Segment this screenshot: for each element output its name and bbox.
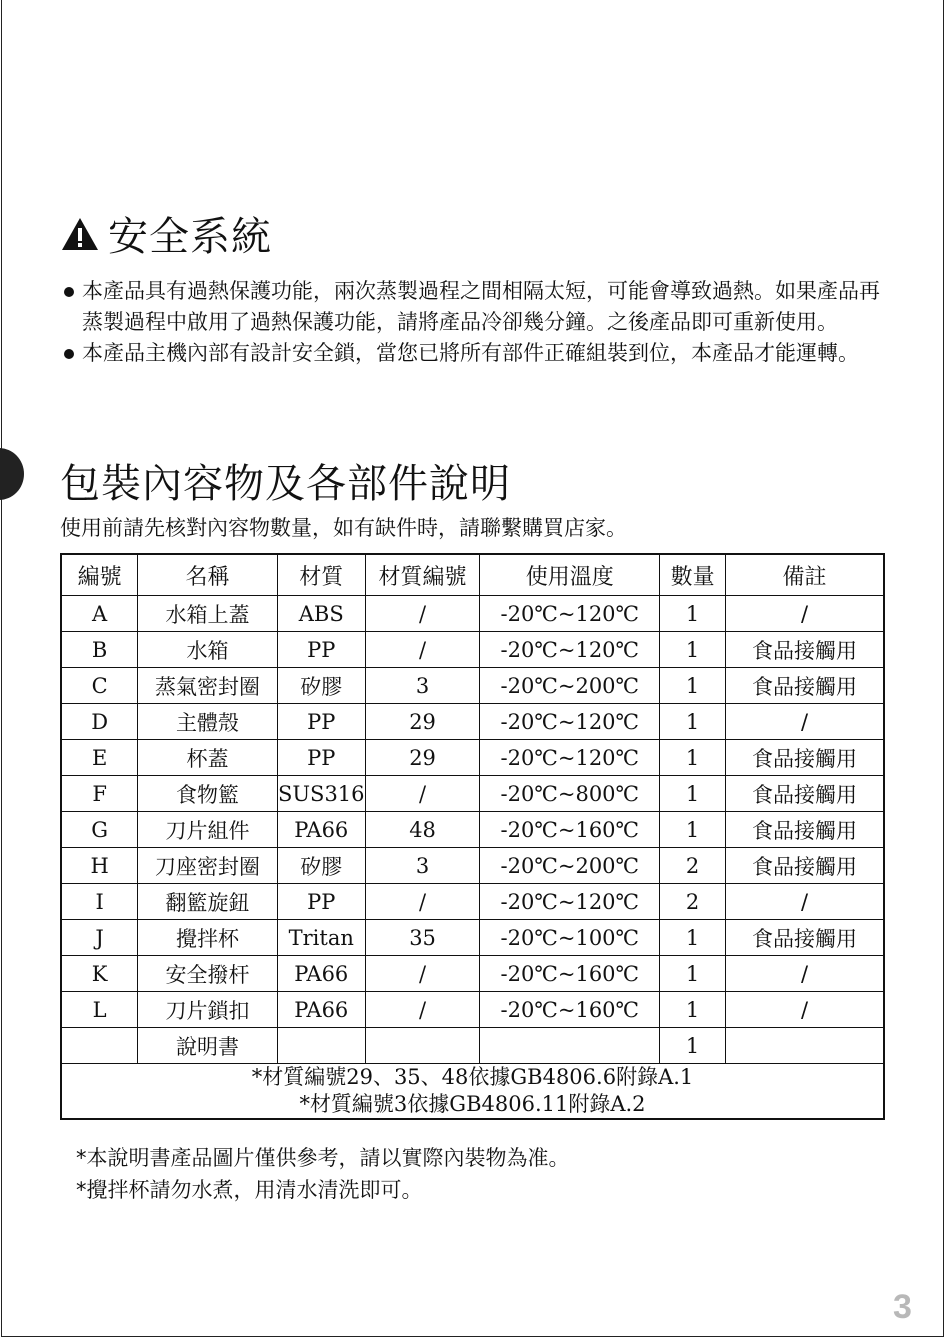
table-cell: -20℃~120℃ bbox=[480, 704, 660, 740]
table-cell: / bbox=[726, 596, 884, 632]
table-cell: SUS316 bbox=[277, 776, 365, 812]
table-cell: D bbox=[61, 704, 138, 740]
safety-bullet-text: 本產品具有過熱保護功能，兩次蒸製過程之間相隔太短，可能會導致過熱。如果產品再蒸製過程中啟用了過熱保護功能，請將產品冷卻幾分鐘。之後產品即可重新使用。 bbox=[82, 279, 880, 334]
table-row bbox=[61, 848, 884, 884]
table-cell: 1 bbox=[660, 740, 726, 776]
table-cell: 食品接觸用 bbox=[726, 848, 884, 884]
table-cell: 1 bbox=[660, 1028, 726, 1064]
table-cell: 2 bbox=[660, 848, 726, 884]
table-row bbox=[61, 920, 884, 956]
table-cell: I bbox=[61, 884, 138, 920]
safety-section-title bbox=[60, 205, 272, 262]
table-cell: K bbox=[61, 956, 138, 992]
table-cell: -20℃~160℃ bbox=[480, 812, 660, 848]
table-row bbox=[61, 812, 884, 848]
table-cell: -20℃~120℃ bbox=[480, 884, 660, 920]
table-cell: 3 bbox=[365, 668, 480, 704]
footnote: *攪拌杯請勿水煮，用清水清洗即可。 bbox=[76, 1178, 423, 1202]
table-cell: / bbox=[365, 596, 480, 632]
table-cell: H bbox=[61, 848, 138, 884]
safety-bullet-item bbox=[62, 276, 892, 338]
table-cell: 矽膠 bbox=[277, 668, 365, 704]
table-cell: / bbox=[365, 776, 480, 812]
table-cell: 1 bbox=[660, 632, 726, 668]
table-cell: / bbox=[365, 956, 480, 992]
table-row bbox=[61, 992, 884, 1028]
table-cell: 刀片鎖扣 bbox=[138, 992, 278, 1028]
footnote: *本說明書產品圖片僅供參考，請以實際內裝物為准。 bbox=[76, 1146, 570, 1170]
table-row bbox=[61, 1028, 884, 1064]
bullet-dot-icon bbox=[64, 287, 74, 297]
table-note: *材質編號3依據GB4806.11附錄A.2 bbox=[299, 1092, 646, 1116]
table-cell: 35 bbox=[365, 920, 480, 956]
table-cell: / bbox=[726, 956, 884, 992]
table-cell: F bbox=[61, 776, 138, 812]
table-cell bbox=[480, 1028, 660, 1064]
table-cell: 攪拌杯 bbox=[138, 920, 278, 956]
header-cell: 編號 bbox=[61, 554, 138, 596]
table-cell: C bbox=[61, 668, 138, 704]
table-cell: 矽膠 bbox=[277, 848, 365, 884]
table-cell: -20℃~160℃ bbox=[480, 992, 660, 1028]
table-cell: -20℃~120℃ bbox=[480, 740, 660, 776]
safety-bullet-list bbox=[62, 276, 892, 369]
table-cell: L bbox=[61, 992, 138, 1028]
table-cell: / bbox=[365, 884, 480, 920]
table-cell: A bbox=[61, 596, 138, 632]
table-cell: 1 bbox=[660, 704, 726, 740]
table-cell: / bbox=[365, 992, 480, 1028]
header-cell: 備註 bbox=[726, 554, 884, 596]
table-cell: 食品接觸用 bbox=[726, 668, 884, 704]
table-cell: 1 bbox=[660, 920, 726, 956]
table-cell: 1 bbox=[660, 992, 726, 1028]
table-notes-cell bbox=[61, 1064, 884, 1120]
parts-table bbox=[60, 553, 885, 1120]
table-cell: -20℃~120℃ bbox=[480, 632, 660, 668]
table-cell: 說明書 bbox=[138, 1028, 278, 1064]
table-cell: / bbox=[365, 632, 480, 668]
table-cell: 29 bbox=[365, 704, 480, 740]
table-row bbox=[61, 776, 884, 812]
table-row bbox=[61, 704, 884, 740]
bullet-dot-icon bbox=[64, 349, 74, 359]
table-cell: 3 bbox=[365, 848, 480, 884]
table-cell: 食品接觸用 bbox=[726, 632, 884, 668]
table-cell: Tritan bbox=[277, 920, 365, 956]
table-cell: 刀片組件 bbox=[138, 812, 278, 848]
table-cell: 29 bbox=[365, 740, 480, 776]
table-cell: 食品接觸用 bbox=[726, 740, 884, 776]
table-cell bbox=[726, 1028, 884, 1064]
table-cell: 水箱上蓋 bbox=[138, 596, 278, 632]
table-cell: 食品接觸用 bbox=[726, 812, 884, 848]
table-cell: / bbox=[726, 884, 884, 920]
contents-section-title: 包裝內容物及各部件說明 bbox=[60, 461, 511, 507]
footnotes bbox=[76, 1142, 570, 1206]
table-cell: 食品接觸用 bbox=[726, 920, 884, 956]
table-cell: -20℃~800℃ bbox=[480, 776, 660, 812]
table-cell: 2 bbox=[660, 884, 726, 920]
safety-bullet-text: 本產品主機內部有設計安全鎖，當您已將所有部件正確組裝到位，本產品才能運轉。 bbox=[82, 341, 859, 365]
table-cell: 食物籃 bbox=[138, 776, 278, 812]
parts-table-body bbox=[61, 596, 884, 1064]
header-cell: 材質 bbox=[277, 554, 365, 596]
table-cell: PP bbox=[277, 740, 365, 776]
table-cell: 1 bbox=[660, 956, 726, 992]
table-cell: E bbox=[61, 740, 138, 776]
table-row bbox=[61, 884, 884, 920]
table-cell: PA66 bbox=[277, 812, 365, 848]
table-cell: PP bbox=[277, 632, 365, 668]
table-cell: PP bbox=[277, 884, 365, 920]
table-row bbox=[61, 956, 884, 992]
table-cell: 安全撥杆 bbox=[138, 956, 278, 992]
header-cell: 材質編號 bbox=[365, 554, 480, 596]
safety-bullet-item bbox=[62, 338, 892, 369]
page-number: 3 bbox=[893, 1288, 912, 1326]
table-cell: PA66 bbox=[277, 992, 365, 1028]
contents-intro-text: 使用前請先核對內容物數量，如有缺件時，請聯繫購買店家。 bbox=[60, 516, 627, 540]
table-cell: -20℃~100℃ bbox=[480, 920, 660, 956]
table-cell: J bbox=[61, 920, 138, 956]
warning-triangle-icon bbox=[60, 216, 100, 252]
table-header-row bbox=[61, 554, 884, 596]
table-cell: ABS bbox=[277, 596, 365, 632]
table-row bbox=[61, 596, 884, 632]
table-cell: 1 bbox=[660, 776, 726, 812]
table-cell: 翻籃旋鈕 bbox=[138, 884, 278, 920]
table-cell: PA66 bbox=[277, 956, 365, 992]
table-note: *材質編號29、35、48依據GB4806.6附錄A.1 bbox=[251, 1065, 694, 1089]
table-cell: 48 bbox=[365, 812, 480, 848]
table-notes-row bbox=[61, 1064, 884, 1120]
table-row bbox=[61, 740, 884, 776]
header-cell: 數量 bbox=[660, 554, 726, 596]
header-cell: 使用溫度 bbox=[480, 554, 660, 596]
table-cell: -20℃~120℃ bbox=[480, 596, 660, 632]
table-cell: / bbox=[726, 704, 884, 740]
table-cell: 食品接觸用 bbox=[726, 776, 884, 812]
table-cell: PP bbox=[277, 704, 365, 740]
table-cell: 1 bbox=[660, 812, 726, 848]
table-cell: -20℃~200℃ bbox=[480, 668, 660, 704]
table-row bbox=[61, 632, 884, 668]
table-cell: 1 bbox=[660, 596, 726, 632]
table-cell: -20℃~200℃ bbox=[480, 848, 660, 884]
table-cell: 主體殼 bbox=[138, 704, 278, 740]
table-cell bbox=[365, 1028, 480, 1064]
table-cell: 蒸氣密封圈 bbox=[138, 668, 278, 704]
table-cell: 刀座密封圈 bbox=[138, 848, 278, 884]
table-cell: / bbox=[726, 992, 884, 1028]
table-cell: B bbox=[61, 632, 138, 668]
table-cell bbox=[277, 1028, 365, 1064]
table-cell: 杯蓋 bbox=[138, 740, 278, 776]
table-cell: 水箱 bbox=[138, 632, 278, 668]
table-cell: G bbox=[61, 812, 138, 848]
table-row bbox=[61, 668, 884, 704]
header-cell: 名稱 bbox=[138, 554, 278, 596]
safety-title-text: 安全系統 bbox=[108, 214, 272, 260]
table-cell: -20℃~160℃ bbox=[480, 956, 660, 992]
table-cell: 1 bbox=[660, 668, 726, 704]
table-cell bbox=[61, 1028, 138, 1064]
